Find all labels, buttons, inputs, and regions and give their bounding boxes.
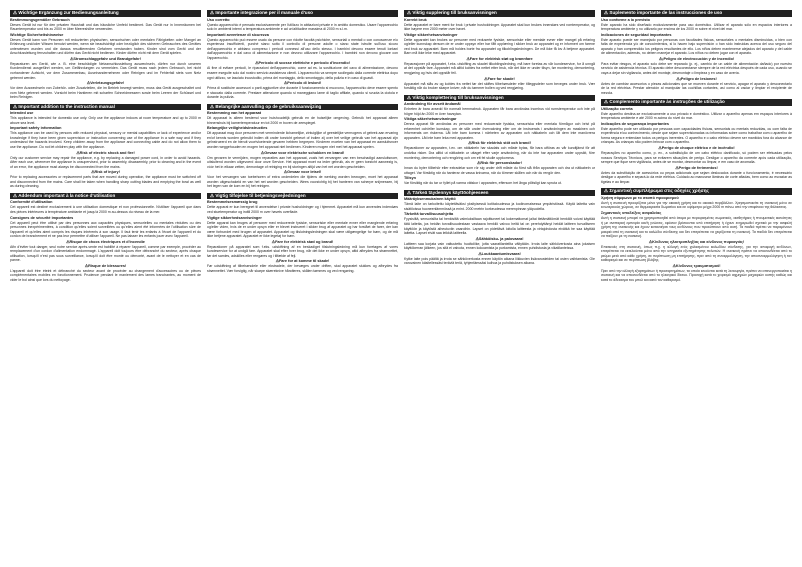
warning-heading: ⚠Κίνδυνος τραυματισμού!	[672, 263, 721, 268]
paragraph: Denna apparat får användas av personer med reducerade fysiska, sensoriska eller mentala förmågor och brist på erfarenhet och/eller kunskap, om de står under övervakning eller om de instruerats i användningen av maskinen och informerats om riskerna. Låt inte barn komma i närheten av apparaten och nätkabeln och låt dem inte manövrera apparaten. Låt inte barn leka med apparaten.	[404, 122, 595, 140]
paragraph: Dette apparatet kan brukes av personer med reduserte fysiske, sensoriske eller mentale evner eller mangel på erfaring og/eller kunnskap dersom de er under oppsyn eller har fått opplæring i sikker bruk av apparatet og er informert om farene ved bruk av apparatet. Barn må holdes borte fra apparatet og tilkoblingsledningen. De må ikke få lov å betjene apparatet. Barn må ikke leke med apparatet.	[404, 37, 595, 56]
subheading: Consignes de sécurité importantes	[10, 215, 74, 220]
paragraph: Enheten är bara avsedd för normalt hemmabruk. Apparaten får bara användas inomhus vid rumstemperatur och inte på högre höjd än 2000 m över havsytan.	[404, 107, 595, 116]
warning-heading: ⚠Fare for at komme til skade!	[275, 259, 330, 264]
subheading: Määräyksenmukainen käyttö	[404, 197, 456, 202]
column-1	[10, 10, 201, 557]
section-header: ⚠ Tärkeä täydennys käyttöohjeeseen	[404, 190, 595, 197]
section-spacer	[404, 267, 595, 270]
paragraph: Este aparelho pode ser utilizado por pessoas com capacidades físicas, sensoriais ou mentais reduzidas, ou com falta de experiência e/ou conhecimento, desde que sejam supervisionadas ou informadas sobre como trabalhar com o aparelho de forma segura e entendam todos os perigos inerentes. O aparelho e o cabo elétrico devem ser mantidos fora do alcance de crianças. As crianças não podem brincar com o aparelho.	[601, 126, 792, 145]
paragraph: This appliance can be used by persons with reduced physical, sensory or mental capabilities or lack of experience and/or knowledge if they have been given supervision or instruction concerning use of the appliance in a safe way and if they understand the hazards involved. Keep children away from the appliance and connecting cable and do not allow them to use the appliance. Do not let children play with the appliance.	[10, 131, 201, 150]
paragraph: Laitteen saa korjata vain valtuutettu huoltoliike, jotta vaaratilanteilta vältytään. Irrota laite sähköverkosta aina jokaisen käyttökerran jälkeen, jos sitä ei valvota, ennen kokoamista ja purkamista, ennen puhdistusta ja vikatilanteissa.	[404, 241, 595, 251]
warning-heading: ⚠Risk of electric shock and fire!	[76, 150, 135, 155]
subheading: Användning för avsett ändamål	[404, 102, 461, 107]
paragraph: Cet appareil peut être utilisé par des personnes aux capacités physiques, sensorielles ou mentales réduites ou des personnes inexpérimentées, à condition qu'elles soient surveillées ou qu'elles aient été informées de l'utilisation sûre de l'appareil et qu'elles aient compris les risques inhérents à son usage. Il faut tenir les enfants à l'écart de l'appareil et du cordon de branchement et ne pas leur permettre d'utiliser l'appareil. Ne pas laisser les enfants jouer avec l'appareil.	[10, 220, 201, 239]
paragraph: Cet appareil est destiné exclusivement à une utilisation domestique et non professionnelle. N'utiliser l'appareil que dans des pièces intérieures à température ambiante et jusqu'à 2000 m au-dessus du niveau de la mer.	[10, 205, 201, 214]
subheading: Utilização correta	[601, 106, 633, 111]
warning-heading: ⚠Risk för elektrisk stöt och brand!	[468, 141, 531, 146]
subheading: Viktiga säkerhetsanvisningar	[404, 117, 457, 122]
section-spacer	[10, 284, 201, 287]
paragraph: Dieses Gerät ist nur für den privaten Haushalt und das häusliche Umfeld bestimmt. Das Gerät nur in Innenräumen bei Raumtemperatur und bis zu 2000 m über Meereshöhe verwenden.	[10, 22, 201, 32]
column-4	[601, 10, 792, 557]
section-header: ⚠ Wichtige Ergänzung zur Bedienungsanleitung	[10, 10, 201, 17]
subheading: Korrekt bruk	[404, 17, 427, 22]
paragraph: Dette apparat er kun beregnet til anvendelse i private husholdninger og i hjemmet. Apparatet må kun anvendes indendørs ved stuetemperatur og indtil 2000 m over havets overflade.	[207, 205, 398, 214]
paragraph: Prior to replacing accessories or replacement parts that are moved during operation, the appliance must be switched off and disconnected from the mains. Care shall be taken when handling sharp cutting blades and emptying the bowl as well as during cleaning.	[10, 175, 201, 189]
warning-heading: ⚠Fare for elektrisk stød og brand!	[271, 239, 334, 244]
paragraph: Este aparato ha sido diseñado exclusivamente para uso doméstico. Utilizar el aparato sólo en espacios interiores a temperatura ambiente y no utilizarlo por encima de los 2000 m sobre el nivel del mar.	[601, 22, 792, 32]
paragraph: Para evitar riesgos, el aparato solo debe ser reparado (p. ej., cambio de un cable de alimentación dañado) por nuestro servicio de asistencia técnica. El aparato debe desconectarse siempre de la red eléctrica después de cada uso, cuando se vaya a dejar sin vigilancia, antes del montaje, desmontaje o limpieza y en caso de avería.	[601, 61, 792, 75]
warning-heading: ⚠Fare for skade!	[484, 76, 515, 81]
paragraph: Fyysisiltä, sensorisilta tai henkisiltä valmiuksiltaan rajoittuneet tai kokemattomat ja/tai tietämättömät henkilöt voivat käyttää tätä laitetta, jos heidän turvallisuudestaan vastaava henkilö valvoo heitä tai on perehdyttänyt heidät laitteen turvalliseen käyttöön ja käytöstä aiheutuviin vaaroihin. Lapset on pidettävä loitolla laitteesta ja virtajohdosta eivätkä he saa käyttää laitetta. Lapset eivät saa leikkiä laitteella.	[404, 217, 595, 236]
warning-heading: ⚠Sähköisku- ja palovaara!	[475, 236, 524, 241]
paragraph: Dit apparaat mag door personen met verminderde lichamelijke, zintuiglijke of geestelijke vermogens of gebrek aan ervaring en/of kennis worden gebruikt indien dit onder toezicht gebeurt of indien zij over het veilige gebruik van het apparaat zijn geïnstrueerd en de hieruit voortvloeiende gevaren hebben begrepen. Kinderen moeten van het apparaat en aansluitsnoer worden weggehouden en mogen het apparaat niet bedienen. Kinderen mogen niet met het apparaat spelen.	[207, 131, 398, 150]
paragraph: Prima di sostituire accessori o parti aggiuntive che durante il funzionamento si muovono, l'apparecchio deve essere spento e staccato dalla corrente. Prestare attenzione quando si maneggiano lame di taglio affilate, quando si svuota la ciotola e durante la pulizia.	[207, 86, 398, 100]
subheading: Viktige sikkerhetsanvisninger	[404, 32, 458, 37]
language-section	[404, 10, 595, 95]
paragraph: Før udskiftning af tilbehørsdele eller ekstradele, der bevæges under driften, skal apparatet slukkes og afbrydes fra strømnettet. Vær forsigtig, når skarpe skæreknive håndteres, skålen tømmes og ved rengøring.	[207, 264, 398, 273]
paragraph: Only our customer service may repair the appliance, e.g. by replacing a damaged power cord, in order to avoid hazards. After each use, whenever the appliance is unsupervised, prior to assembly, disassembly, prior to cleaning and in the event of an error, the appliance must always be disconnected from the mains.	[10, 155, 201, 169]
subheading: Importanti avvertenze di sicurezza	[207, 32, 269, 37]
paragraph: Reparaturen am Gerät, wie z. B. eine beschädigte Netzanschlussleitung auswechseln, dürfen nur durch unseren Kundendienst ausgeführt werden, um Gefährdungen zu vermeiden. Das Gerät muss nach jedem Gebrauch, bei nicht vorhandener Aufsicht, vor dem Zusammenbau, Auseinandernehmen oder Reinigen und im Fehlerfall stets vom Netz getrennt werden.	[10, 61, 201, 80]
paragraph: Dette apparatet er bare ment for bruk i private husholdninger. Apparatet skal kun brukes innendørs ved romtemperatur, og ikke høyere enn 2000 meter over havet.	[404, 22, 595, 32]
language-section	[10, 104, 201, 193]
section-spacer	[207, 274, 398, 277]
warning-heading: ⚠Gevaar voor elektrische schokken en brand!	[260, 150, 345, 155]
warning-heading: ⚠Perigo de ferimentos!	[675, 165, 718, 170]
paragraph: Voor het vervangen van toebehoren of extra onderdelen die tijdens de werking worden bewogen, moet het apparaat worden uitgeschakeld en van het net worden gescheiden. Wees voorzichtig bij het hanteren van scherpe snijmessen, bij het legen van de kom en bij het reinigen.	[207, 175, 398, 189]
subheading: Vigtige sikkerhedsanvisninger	[207, 215, 262, 220]
subheading: Belangrijke veiligheidsinstructies	[207, 126, 268, 131]
paragraph: Vor dem Auswechseln von Zubehör- oder Zusatzteilen, die im Betrieb bewegt werden, muss das Gerät ausgeschaltet und vom Netz getrennt werden. Vorsicht beim Hantieren mit scharfen Schneidmessern sowie beim Leeren der Schüssel und beim Reinigen.	[10, 86, 201, 100]
paragraph: Antes de cambiar accesorios o piezas adicionales que se mueven durante el servicio, apagar el aparato y desconectarlo de la red eléctrica. Prestar atención al manipular las cuchillas cortantes, así como al vaciar y limpiar el recipiente de mezcla.	[601, 81, 792, 95]
paragraph: Apparatet må slås av og kobles fra nettet før det skiftes tilbehørsdeler eller tilleggsdeler som beveges under bruk. Vær forsiktig når du bruker skarpe kniver, når du tømmer bollen og ved rengjøring.	[404, 81, 595, 91]
paragraph: Al fine di evitare pericoli, le riparazioni dell'apparecchio, come ad es. la sostituzione del cavo di alimentazione, devono essere eseguite solo dal nostro servizio assistenza clienti. L'apparecchio va sempre scollegato dalla corrente elettrica dopo ogni utilizzo, se lasciato incustodito, prima del montaggio, dello smontaggio, della pulizia e in caso di guasti.	[207, 66, 398, 80]
language-section	[207, 193, 398, 278]
subheading: Important safety information	[10, 126, 62, 131]
warning-heading: ⚠Verletzungsgefahr!	[86, 81, 125, 86]
language-section	[404, 190, 595, 270]
section-header: ⚠ Σημαντική συμπλήρωμα στις οδηγίες χρήσης	[601, 188, 792, 195]
section-header: ⚠ Importante integrazione per il manuale d'uso	[207, 10, 398, 17]
paragraph: Reparações no aparelho como, p. ex., a substituição de um cabo elétrico danificado, só podem ser efetuadas pelos nossos Serviços Técnicos, para se evitarem situações de perigo. Desligar o aparelho da corrente após cada utilização, sempre que fique sem vigilância, antes de se montar, desmontar ou limpar, e em caso de anomalia.	[601, 151, 792, 165]
language-section	[601, 99, 792, 188]
subheading: Tillsyn	[404, 176, 416, 181]
subheading: Bestimmungsgemäßer Gebrauch	[10, 17, 70, 22]
paragraph: Innan du byter tillbehör eller extradelar som rör sig under drift måste du först slå ifrån apparaten och dra ut nätkabeln ur uttaget. Var försiktig när du hanterar de vassa knivarna, när du tömmer skålen och när du rengör den.	[404, 166, 595, 175]
language-section	[10, 193, 201, 287]
paragraph: Este aparelho destina-se exclusivamente a uso privado e doméstico. Utilizar o aparelho apenas em espaços interiores à temperatura ambiente e até 2000 m acima do nível do mar.	[601, 111, 792, 121]
language-section	[207, 104, 398, 193]
subheading: Wichtige Sicherheitshinweise	[10, 32, 64, 37]
warning-heading: ⚠Loukkaantumisvaara!	[478, 251, 521, 256]
paragraph: Kytke laite pois päältä ja irrota se sähköverkosta ennen käytön aikana liikkuvien lisävarusteiden tai osien vaihtamista. Ole varovainen käsitellessäsi teräviä teriä, tyhjentäessäsi kulhoa ja puhdistuksen aikana.	[404, 256, 595, 266]
subheading: Conformité d'utilisation	[10, 200, 53, 205]
language-section	[10, 10, 201, 104]
subheading: Indicaciones de seguridad importantes	[601, 32, 672, 37]
subheading: Σημαντικές υποδείξεις ασφαλείας	[601, 211, 662, 215]
paragraph: Reparationer av apparaten, t.ex. om nätkabeln har skadats och måste bytas, får bara utföras av vår kundtjänst för att undvika risker. Dra alltid ut nätkabeln ur uttaget efter varje användning, när du inte har apparaten under uppsikt, före montering, demontering och rengöring och om ett fel skulle uppkomma.	[404, 146, 595, 160]
subheading: Indicações de segurança importantes	[601, 121, 669, 126]
subheading: Bestemming van het apparaat	[207, 111, 262, 116]
warning-heading: ⚠Perigo de choque elétrico e de incêndio!	[658, 146, 735, 151]
section-header: ⚠ Important addition to the instruction manual	[10, 104, 201, 111]
section-header: ⚠ Viktig supplering till bruksanvisningen	[404, 10, 595, 17]
paragraph: Reparationer på apparatet som f.eks. udskiftning af en beskadiget tilslutningsledning må kun foretages af vores kundeservice for at undgå fare. Apparatet skal efter hver brug, når det ikke er under opsyn, altid afbrydes fra strømnettet, før det samles, adskilles eller rengøres og i tilfælde af fejl.	[207, 244, 398, 258]
warning-heading: ⚠Stromschlaggefahr und Brandgefahr!	[70, 56, 141, 61]
language-section	[404, 95, 595, 190]
paragraph: Αυτή η συσκευή προορίζεται μόνο για την οικιακή χρήση και το οικιακό περιβάλλον. Χρησιμοποιείτε τη συσκευή μόνο σε εσωτερικούς χώρους, σε θερμοκρασία δωματίου και σε υψόμετρο μέχρι 2000 m πάνω από την επιφάνεια της θάλασσας.	[601, 200, 792, 210]
paragraph: Dit apparaat is alleen bestemd voor huishoudelijk gebruik en de huiselijke omgeving. Gebruik het apparaat alleen binnenshuis bij kamertemperatuur en tot 2000 m boven de zeespiegel.	[207, 116, 398, 125]
section-header: ⚠ Vigtig tilføjelse til betjeningsvejledningen	[207, 193, 398, 200]
subheading: Intended use	[10, 111, 34, 116]
language-section	[601, 188, 792, 286]
section-header: ⚠ Belangrijke aanvulling op de gebruiksaanwijzing	[207, 104, 398, 111]
paragraph: Este aparato puede ser manejado por personas con facultades físicas, sensoriales o mentales disminuidas, o bien con falta de experiencia y/o de conocimientos, si lo hacen bajo supervisión o han sido instruidas acerca del uso seguro del aparato y han comprendido los peligros resultantes de ello. Los niños deben mantenerse alejados del aparato y del cable de alimentación, además, no deben manejar el aparato. Los niños no deben jugar con el aparato.	[601, 37, 792, 56]
warning-heading: ⚠Κίνδυνος ηλεκτροπληξίας και κίνδυνος πυρκαγιάς!	[648, 239, 745, 244]
subheading: Uso corretto	[207, 17, 230, 22]
paragraph: Antes da substituição de acessórios ou peças adicionais que sejam deslocados durante o funcionamento, é necessário desligar o aparelho e separá-lo da rede elétrica. Cuidado ao manusear lâminas de corte afiadas, bem como ao esvaziar as tigelas e ao limpar.	[601, 170, 792, 184]
instruction-sheet	[10, 10, 792, 557]
paragraph: Om gevaren te vermijden, mogen reparaties aan het apparaat, zoals het vervangen van een beschadigd aansluitsnoer, uitsluitend worden uitgevoerd door onze Service. Het apparaat moet na ieder gebruik, als er geen toezicht aanwezig is, vóór het in elkaar zetten, demontage of reiniging en bij storingen altijd van het net worden gescheiden.	[207, 155, 398, 169]
warning-heading: ⚠Risk of injury!	[91, 170, 120, 175]
subheading: Bestemmelsesmæssig brug	[207, 200, 258, 205]
warning-heading: ⚠Pericolo di lesioni!	[283, 81, 322, 86]
language-section	[601, 10, 792, 99]
column-2	[207, 10, 398, 557]
column-3	[404, 10, 595, 557]
warning-heading: ⚠Risque de chocs électriques et d'incendie	[66, 239, 145, 244]
warning-heading: ⚠Pericolo di scosse elettriche e pericolo d'incendio!	[255, 61, 350, 66]
subheading: Tärkeitä turvallisuusohjeita	[404, 212, 454, 217]
section-header: ⚠ Suplemento importante de las instrucciones de uso	[601, 10, 792, 17]
paragraph: Afin d'éviter tout danger, seul notre service après-vente est habilité à réparer l'appareil, comme par exemple, procéder au remplacement d'un cordon d'alimentation endommagé. L'appareil doit toujours être débranché du secteur, après chaque utilisation, lorsqu'il n'est pas sous surveillance, lorsqu'il doit être monté ou démonté, avant de le nettoyer et en cas de panne.	[10, 244, 201, 263]
warning-heading: ⚠Risque de blessures!	[84, 263, 127, 268]
paragraph: Var försiktig när du tar ur fyllet på varma vätskor i apparaten, eftersom het ånga plötsligt kan spruta ut.	[404, 181, 562, 186]
paragraph: Tämä laite on tarkoitettu käytettäväksi yksityisessä kotitaloudessa ja kodinomaisessa ympäristössä. Käytä laitetta vain sisätiloissa huoneenlämmössä ja enint. 2000 metrin korkeudessa merenpinnan yläpuolella.	[404, 202, 595, 211]
paragraph: Questo apparecchio è pensato esclusivamente per l'utilizzo in abitazioni private e in ambito domestico. Usare l'apparecchio solo in ambienti interni a temperatura ambiente e ad un'altitudine massima di 2000 m s.l.m.	[207, 22, 398, 32]
warning-heading: ⚠Risk för personskador!	[477, 161, 522, 166]
paragraph: Πριν από την αλλαγή εξαρτημάτων ή προσαρτημάτων, τα οποία κινούνται κατά τη λειτουργία, πρέπει να απενεργοποιείται η συσκευή και να αποσυνδέεται από το ηλεκτρικό δίκτυο. Προσοχή κατά το χειρισμό αιχμηρών μαχαιριών κοπής καθώς και κατά το άδειασμα του μπολ και κατά τον καθαρισμό.	[601, 268, 792, 283]
section-spacer	[601, 284, 792, 287]
paragraph: L'appareil doit être éteint et débranché du secteur avant de procéder au changement d'accessoires ou de pièces complémentaires mobiles en fonctionnement. Prudence pendant le maniement des lames tranchantes, au moment de vider le bol ainsi que lors du nettoyage.	[10, 268, 201, 283]
paragraph: Dette apparat kan bruges af personer med reducerede fysiske, sensoriske eller mentale evner eller manglende erfaring og/eller viden, hvis de er under opsyn eller er blevet instrueret i sikker brug af apparatet og har forstået de farer, der kan være forbundet med brugen af apparatet. Apparatet og tilslutningsledningen skal være utilgængelige for børn, og de må ikke betjene apparatet. Apparatet er ikke legetøj for børn.	[207, 220, 398, 239]
warning-heading: ⚠¡Peligro de lesiones!	[676, 76, 717, 81]
paragraph: Dieses Gerät kann von Personen mit reduzierten physischen, sensorischen oder mentalen Fähigkeiten oder Mangel an Erfahrung und/oder Wissen benutzt werden, wenn sie beaufsichtigt oder bezüglich des sicheren Gebrauches des Gerätes unterwiesen wurden und die daraus resultierenden Gefahren verstanden haben. Kinder sind vom Gerät und der Anschlussleitung fernzuhalten und dürfen das Gerät nicht bedienen. Kinder dürfen nicht mit dem Gerät spielen.	[10, 37, 201, 56]
warning-heading: ⚠Fare for elektrisk støt og brannfare	[466, 56, 533, 61]
paragraph: Questo apparecchio può essere usato da persone con ridotte facoltà psichiche, sensoriali o mentali o con conoscenze e/o esperienza insufficienti, purché siano sotto il controllo di persone adulte o siano state istruite sull'uso sicuro dell'apparecchio e abbiano compreso i pericoli connessi all'uso dello stesso. I bambini devono essere tenuti lontani dall'apparecchio e dal cavo di alimentazione e non devono utilizzare l'apparecchio. I bambini non devono giocare con l'apparecchio.	[207, 37, 398, 60]
warning-heading: ⚠¡Peligro de electrocución y de incendio!	[658, 56, 735, 61]
paragraph: Αυτή η συσκευή μπορεί να χρησιμοποιηθεί από άτομα με περιορισμένες σωματικές, αισθητήριες ή πνευματικές ικανότητες ή με ανεπαρκή εμπειρία και/ή γνώσεις, εφόσον βρίσκονται υπό επιτήρηση ή έχουν ενημερωθεί σχετικά με την ασφαλή χρήση της συσκευής και έχουν κατανοήσει τους κινδύνους που προκύπτουν από αυτή. Τα παιδιά πρέπει να παραμένουν μακριά από τη συσκευή και το καλώδιο σύνδεσης και δεν επιτρέπεται να χειρίζονται τη συσκευή. Τα παιδιά δεν επιτρέπεται να παίζουν με τη συσκευή.	[601, 216, 792, 239]
section-header: ⚠ Addendum important à la notice d'utilisation	[10, 193, 201, 200]
paragraph: This appliance is intended for domestic use only. Only use the appliance indoors at room temperature and up to 2000 m above sea level.	[10, 116, 201, 125]
subheading: Χρήση σύμφωνα με το σκοπό προορισμού	[601, 195, 679, 200]
paragraph: Επισκευές στη συσκευή, όπως π.χ. η αλλαγή ενός χαλασμένου καλωδίου σύνδεσης, για την αποφυγή κινδύνων, επιτρέπεται να εκτελούνται μόνο από την υπηρεσία εξυπηρέτησης πελατών. Η συσκευή πρέπει να αποσυνδέεται από το ρεύμα μετά από κάθε χρήση, σε περίπτωση μη επιτήρησης, πριν από τη συναρμολόγηση, την αποσυναρμολόγηση ή τον καθαρισμό και σε περίπτωση βλάβης.	[601, 244, 792, 263]
section-header: ⚠ Viktig komplettering till bruksanvisningen	[404, 95, 595, 102]
section-header: ⚠ Complemento importante às instruções de utilização	[601, 99, 792, 106]
language-section	[207, 10, 398, 104]
paragraph: Reparasjoner på apparatet, f.eks. utskifting av skadet tilkoblingsledning, må bare foretas av vår kundeservice, for å unngå at det oppstår fare. Apparatet må alltid kobles fra nettet etter bruk, når det ikke er under tilsyn, før montering, demontering, rengjøring og hvis det oppstår feil.	[404, 61, 595, 75]
warning-heading: ⚠Gevaar voor letsel!	[283, 170, 322, 175]
subheading: Uso conforme a lo previsto	[601, 17, 650, 22]
